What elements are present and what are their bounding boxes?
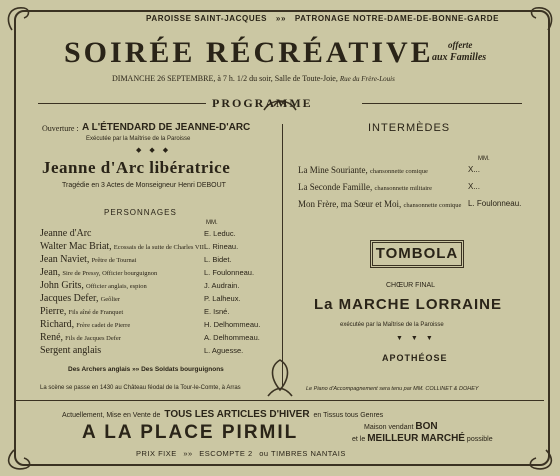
actor-name: J. Audrain. (204, 281, 240, 290)
piano-note: Le Piano d'Accompagnement sera tenu par MM. COLLINET & DOHEY (306, 386, 479, 392)
separator: »» (275, 14, 287, 23)
role-desc: Prêtre de Tournai (91, 257, 137, 264)
cast-row (40, 280, 280, 292)
play-subtitle: Tragédie en 3 Actes de Monseigneur Henri DEBOUT (62, 182, 226, 189)
play-title: Jeanne d'Arc libératrice (42, 158, 231, 177)
cast-row (40, 267, 280, 279)
role-desc: Frère cadet de Pierre (76, 322, 131, 329)
archers-line: Des Archers anglais »» Des Soldats bourguignons (68, 366, 224, 373)
cast-row (40, 319, 280, 331)
cast-mm-label: MM. (206, 220, 218, 226)
cast-row (40, 254, 280, 266)
intermede-actor: L. Foulonneau. (468, 199, 522, 208)
cast-heading: PERSONNAGES (104, 208, 177, 217)
intermede-title: Mon Frère, ma Sœur et Moi, (298, 199, 402, 209)
fabrics-line: en Tissus tous Genres (313, 412, 384, 419)
actor-name: L. Bidet. (204, 255, 232, 264)
programme-heading: PROGRAMME (212, 96, 313, 110)
ornament-triangles: ▼▼▼ (396, 334, 441, 342)
date-line (112, 74, 395, 83)
role-name: Jeanne d'Arc (40, 228, 92, 239)
divider-left (38, 103, 206, 104)
footer-terms (136, 449, 346, 458)
role-desc: Geôlier (100, 296, 121, 303)
intermede-title: La Seconde Famille, (298, 182, 373, 192)
role-desc: Sire de Pressy, Officier bourguignon (62, 270, 158, 277)
overture-label: Ouverture : (42, 124, 79, 133)
cast-row (40, 241, 280, 253)
actor-name: L. Foulonneau. (204, 268, 255, 277)
ornament-dots: ◆◆◆ (136, 146, 177, 154)
apotheose: APOTHÉOSE (382, 353, 448, 363)
offered-line-2: aux Familles (432, 52, 487, 63)
actor-name: A. Delhommeau. (204, 333, 260, 342)
intermede-actor: X... (468, 165, 481, 174)
role-name: Jean Naviet, (40, 254, 90, 265)
actor-name: E. Isné. (204, 307, 230, 316)
cast-row (40, 332, 280, 344)
actor-name: E. Leduc. (204, 229, 236, 238)
intermede-title: La Mine Souriante, (298, 165, 368, 175)
parish-name: PAROISSE SAINT-JACQUES (146, 14, 268, 23)
footer-line1 (62, 409, 383, 420)
intermedes-mm-label: MM. (478, 156, 490, 162)
role-name: Sergent anglais (40, 345, 102, 356)
intermede-desc: chansonnette militaire (374, 185, 433, 192)
intermede-actor: X... (468, 182, 481, 191)
timbres: ou TIMBRES NANTAIS (259, 449, 346, 458)
prix-fixe: PRIX FIXE (136, 449, 177, 458)
date-text: DIMANCHE 26 SEPTEMBRE, à 7 h. 1/2 du soir, Salle de Toute-Joie, (112, 74, 338, 83)
actor-name: L. Rineau. (204, 242, 239, 251)
role-desc: Fils de Jacques Defer (65, 335, 121, 342)
intermedes-heading: INTERMÈDES (368, 122, 451, 134)
actor-name: P. Lalheux. (204, 294, 241, 303)
marche-title: La MARCHE LORRAINE (314, 296, 503, 313)
bon-word: BON (415, 421, 438, 432)
cast-row (40, 293, 280, 305)
maison-line2 (352, 433, 493, 444)
actor-name: H. Delhommeau. (204, 320, 261, 329)
parish-line (146, 14, 499, 23)
patronage-name: PATRONAGE NOTRE-DAME-DE-BONNE-GARDE (294, 14, 500, 23)
scene-note: La scène se passe en 1430 au Château féodal de la Tour-le-Comte, à Arras (40, 385, 241, 391)
role-name: Walter Mac Briat, (40, 241, 112, 252)
maison-text: Maison vendant (364, 424, 414, 431)
store-name: A LA PLACE PIRMIL (82, 422, 299, 443)
footer-divider (16, 400, 544, 401)
offered-line-1: offerte (448, 40, 473, 50)
role-name: Jacques Defer, (40, 293, 99, 304)
intermede-desc: chansonnette comique (403, 202, 462, 209)
intermede-row (298, 165, 528, 175)
intermede-row (298, 199, 528, 209)
maison-line1 (364, 421, 438, 432)
winter-articles: TOUS LES ARTICLES D'HIVER (164, 409, 310, 420)
escompte: ESCOMPTE 2 (199, 449, 253, 458)
role-desc: Officier anglais, espion (86, 283, 147, 290)
actor-name: L. Aguesse. (204, 346, 244, 355)
event-title: SOIRÉE RÉCRÉATIVE (64, 36, 434, 69)
column-divider (282, 124, 283, 386)
choeur-heading: CHŒUR FINAL (386, 282, 436, 289)
possible-word: possible (466, 436, 493, 443)
role-name: Pierre, (40, 306, 67, 317)
et-le: et le (352, 436, 366, 443)
role-desc: Ecossais de la suite de Charles VII (113, 244, 204, 251)
street-text: Rue du Frère-Louis (339, 75, 395, 83)
divider-right (362, 103, 522, 104)
tombola-box: TOMBOLA (372, 242, 462, 266)
overture-title: A L'ÉTENDARD DE JEANNE-D'ARC (82, 122, 251, 133)
role-name: John Grits, (40, 280, 84, 291)
cast-row (40, 345, 280, 357)
cast-row (40, 306, 280, 318)
role-name: Jean, (40, 267, 61, 278)
role-desc: Fils aîné de Franquet (68, 309, 124, 316)
overture-subtitle: Exécutée par la Maîtrise de la Paroisse (86, 136, 191, 142)
role-name: René, (40, 332, 64, 343)
marche-subtitle: exécutée par la Maîtrise de la Paroisse (340, 322, 444, 328)
intermede-row (298, 182, 528, 192)
sep-1: »» (183, 449, 193, 458)
role-name: Richard, (40, 319, 75, 330)
meilleur-marche: MEILLEUR MARCHÉ (367, 433, 465, 444)
intermede-desc: chansonnette comique (369, 168, 428, 175)
cast-row (40, 228, 280, 240)
sale-intro: Actuellement, Mise en Vente de (62, 412, 161, 419)
